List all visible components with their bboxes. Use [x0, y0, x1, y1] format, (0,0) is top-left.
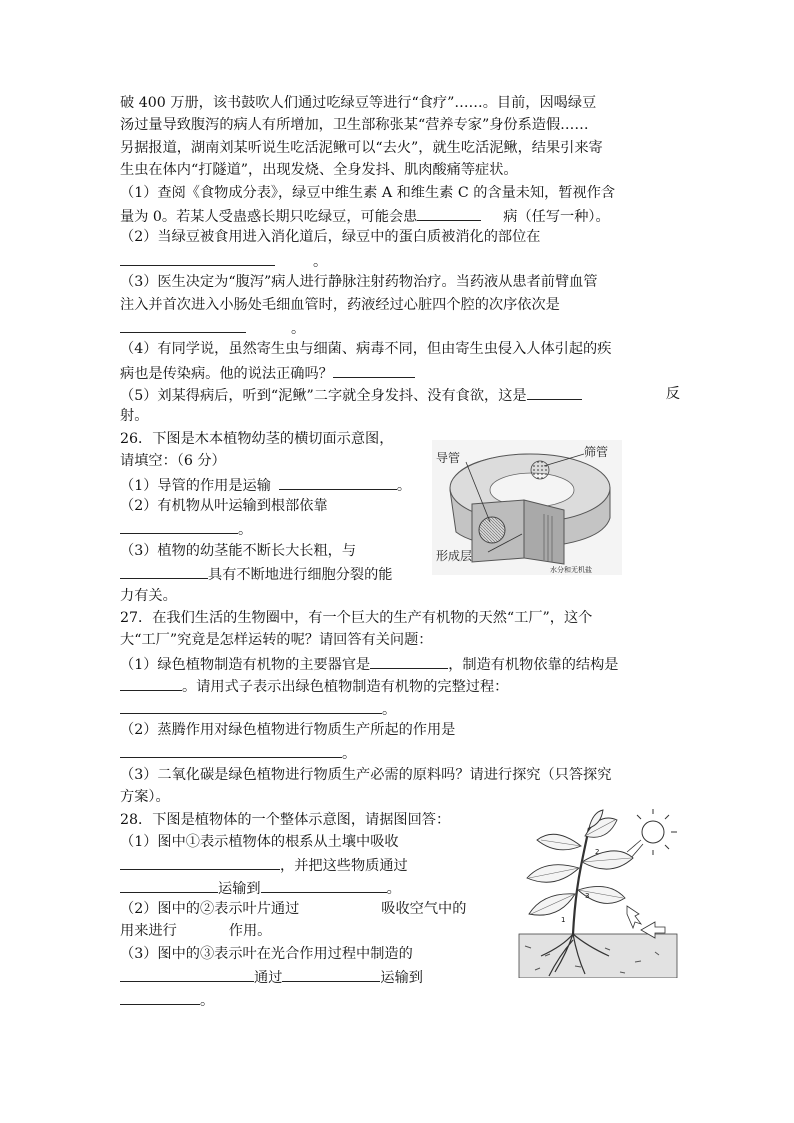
- q28-p3-blank-destination[interactable]: [120, 988, 200, 1005]
- label-water-minerals: 水分和无机盐: [550, 566, 592, 574]
- q28-p1-line-b: ，并把这些物质通过: [120, 853, 680, 875]
- q26-p3-line-c: 力有关。: [120, 587, 177, 604]
- label-3: 3: [585, 892, 590, 900]
- q28-p1-blank-vessel[interactable]: [120, 876, 218, 893]
- q28-p1-blank-destination[interactable]: [261, 876, 387, 893]
- q27-p3-line-b: 方案）。: [120, 789, 170, 806]
- q27-p1-blank-formula[interactable]: [120, 697, 382, 714]
- q25-p5-line-a: （5）刘某得病后，听到“泥鳅”二字就全身发抖、没有食欲，这是 反: [120, 383, 680, 405]
- q25-p2-blank[interactable]: [120, 249, 275, 266]
- leaves: [527, 810, 633, 915]
- q25-p3-line-b: 注入并首次进入小肠处毛细血管时，药液经过心脏四个腔的次序依次是: [120, 296, 560, 313]
- q28-title: 28．下图是植物体的一个整体示意图，请据图回答：: [120, 811, 451, 828]
- q27-title-1: 27．在我们生活的生物圈中，有一个巨大的生产有机物的天然“工厂”，这个: [120, 609, 593, 626]
- q27-p2-blank[interactable]: [120, 741, 342, 758]
- q28-p3-line-a: （3）图中的③表示叶在光合作用过程中制造的: [120, 945, 413, 962]
- q25-p3-line-a: （3）医生决定为“腹泻”病人进行静脉注射药物治疗。当药液从患者前臂血管: [120, 274, 598, 291]
- q26-title-2: 请填空：（6 分）: [120, 453, 226, 470]
- intro-line-1: 破 400 万册，该书鼓吹人们通过吃绿豆等进行“食疗”……。目前，因喝绿豆: [120, 95, 597, 111]
- q28-p2-line-a: （2）图中的②表示叶片通过 吸收空气中的: [120, 901, 467, 918]
- q25-p1-line-a: （1）查阅《食物成分表》，绿豆中维生素 A 和维生素 C 的含量未知，暂视作含: [120, 184, 616, 201]
- q25-p1-line-b: [120, 204, 680, 226]
- q28-p1-line-c: 运输到 。: [120, 876, 680, 898]
- q28-p3-blank-vessel[interactable]: [282, 965, 380, 982]
- q25-p5-blank[interactable]: [527, 383, 582, 400]
- q27-title-2: 大“工厂”究竟是怎样运转的呢？请回答有关问题：: [120, 632, 433, 649]
- q27-p2-line-a: （2）蒸腾作用对绿色植物进行物质生产所起的作用是: [120, 721, 456, 738]
- q26-p2-blank[interactable]: [120, 517, 238, 534]
- q26-title-1: 26．下图是木本植物幼茎的横切面示意图，: [120, 430, 394, 447]
- label-2: 2: [595, 848, 600, 856]
- q28-p3-line-c: 。: [120, 988, 680, 1010]
- soil: [519, 934, 677, 978]
- q26-p2-answer: 。: [120, 517, 680, 539]
- q28-p1-blank-substance[interactable]: [120, 853, 280, 870]
- q25-p3-blank[interactable]: [120, 316, 246, 333]
- q27-p1-line-b: 。请用式子表示出绿色植物制造有机物的完整过程：: [120, 674, 680, 696]
- intro-line-4: 生虫在体内“打隧道”，出现发烧、全身发抖、肌肉酸痛等症状。: [120, 162, 518, 179]
- label-shaiguan: 筛管: [584, 445, 609, 459]
- label-xingchengceng: 形成层: [436, 549, 473, 563]
- q25-p1-suffix: 病（任写一种）。: [503, 208, 610, 225]
- q28-p3-line-b: 通过 运输到: [120, 965, 680, 987]
- q25-p5-line-b: 射。: [120, 408, 149, 425]
- q25-p4-line-b: 病也是传染病。他的说法正确吗？: [120, 361, 680, 383]
- q26-p3-blank[interactable]: [120, 562, 208, 579]
- q26-p1-blank[interactable]: [279, 473, 397, 490]
- intro-line-3: 另据报道，湖南刘某听说生吃活泥鳅可以“去火”，就生吃活泥鳅，结果引来寄: [120, 139, 603, 156]
- q28-p1-line-a: （1）图中①表示植物体的根系从土壤中吸收: [120, 833, 399, 850]
- q25-p1-text: 量为 0。若某人受蛊惑长期只吃绿豆，可能会患: [120, 208, 418, 225]
- q26-p3-line-a: （3）植物的幼茎能不断长大长粗，与: [120, 542, 357, 559]
- q27-p2-line-b: 。: [120, 741, 680, 763]
- q27-p3-line-a: （3）二氧化碳是绿色植物进行物质生产必需的原料吗？请进行探究（只答探究: [120, 766, 612, 783]
- q25-p3-line-c: 。: [120, 316, 680, 338]
- label-1: 1: [561, 916, 566, 924]
- q25-p4-blank[interactable]: [333, 361, 415, 378]
- intro-line-2: 汤过量导致腹泻的病人有所增加，卫生部称张某“营养专家”身份系造假……: [120, 117, 589, 134]
- q27-p1-line-c: 。: [120, 697, 680, 719]
- whole-plant-drawing: [515, 806, 683, 978]
- sun-icon: [627, 809, 677, 858]
- label-daoguan: 导管: [436, 451, 461, 465]
- q28-p3-blank-product[interactable]: [120, 965, 254, 982]
- arrow-icon: [627, 906, 641, 928]
- stem-cross-section-figure: [432, 440, 622, 575]
- q25-p4-line-a: （4）有同学说，虽然寄生虫与细菌、病毒不同，但由寄生虫侵入人体引起的疾: [120, 341, 612, 358]
- stem-cross-section-drawing: [432, 440, 622, 575]
- q27-p1-blank-organ[interactable]: [370, 652, 448, 669]
- q26-p3-line-b: 具有不断地进行细胞分裂的能: [120, 562, 680, 584]
- q27-p1-blank-structure[interactable]: [120, 674, 182, 691]
- q26-p1: （1）导管的作用是运输 。: [120, 473, 680, 495]
- whole-plant-figure: [515, 806, 683, 978]
- q28-p2-line-b: 用来进行 作用。: [120, 923, 272, 940]
- q26-p2: （2）有机物从叶运输到根部依靠: [120, 498, 328, 515]
- q27-p1-line-a: （1）绿色植物制造有机物的主要器官是 ，制造有机物依靠的结构是: [120, 652, 680, 674]
- q25-p2-line-a: （2）当绿豆被食用进入消化道后，绿豆中的蛋白质被消化的部位在: [120, 229, 541, 246]
- q25-p2-line-b: 。: [120, 249, 680, 271]
- q25-p1-blank[interactable]: [417, 204, 481, 221]
